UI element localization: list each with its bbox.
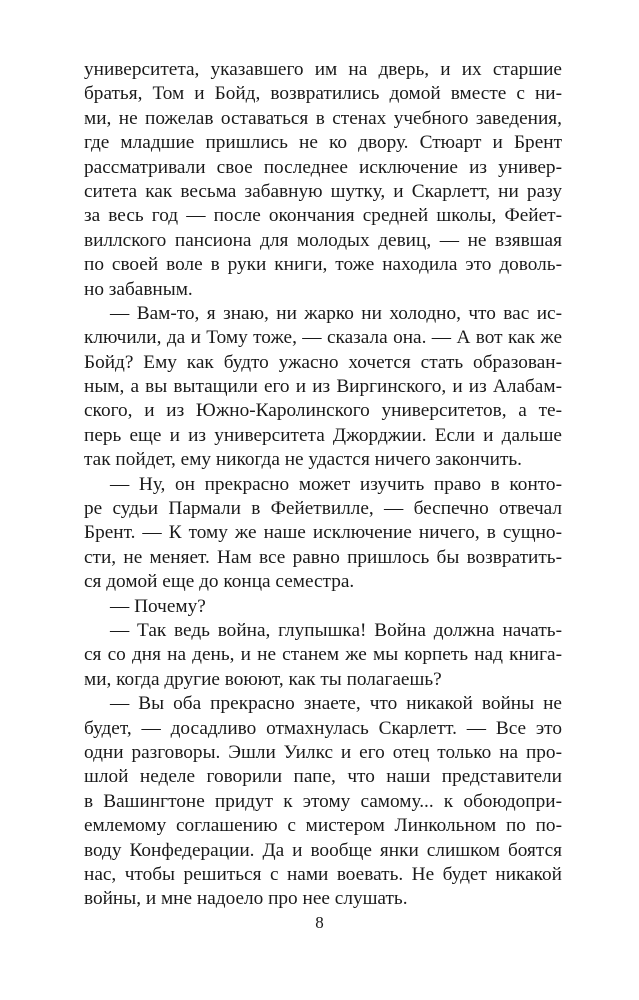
- text-line: университета, указавшего им на дверь, и их старшие: [84, 59, 562, 80]
- text-line: ся домой еще до конца семестра.: [84, 571, 355, 593]
- body-text: [84, 58, 562, 912]
- page-number: 8: [315, 913, 324, 932]
- text-line: ным, а вы вытащили его и из Виргинского, и из Алабам-: [84, 376, 562, 398]
- text-line: Бойд? Ему как будто ужасно хочется стать образован-: [84, 351, 562, 373]
- text-line: братья, Том и Бойд, возвратились домой вместе с ни-: [84, 83, 562, 105]
- text-line: одни разговоры. Эшли Уилкс и его отец только на про-: [84, 741, 562, 763]
- text-line: ми, когда другие воюют, как ты полагаешь?: [84, 668, 442, 690]
- text-line: нас, чтобы решиться с нами воевать. Не будет никакой: [84, 863, 562, 885]
- text-line: войны, и мне надоело про нее слушать.: [84, 888, 408, 910]
- text-line: — Почему?: [110, 595, 206, 617]
- text-line: рассматривали свое последнее исключение из универ-: [84, 156, 562, 178]
- text-line: ре судьи Пармали в Фейетвилле, — беспечно отвечал: [84, 498, 562, 520]
- text-line: виллского пансиона для молодых девиц, — не взявшая: [84, 229, 562, 251]
- text-line: емлемому соглашению с мистером Линкольном по по-: [84, 815, 562, 837]
- text-line: ского, и из Южно-Каролинского университетов, а те-: [84, 400, 562, 422]
- text-line: — Ну, он прекрасно может изучить право в конто-: [110, 473, 562, 495]
- text-line: но забавным.: [84, 278, 193, 300]
- text-line: по своей воле в руки книги, тоже находила это доволь-: [84, 254, 562, 276]
- text-line: — Вам-то, я знаю, ни жарко ни холодно, что вас ис-: [110, 302, 562, 324]
- text-line: ситета как весьма забавную шутку, и Скарлетт, ни разу: [84, 180, 562, 202]
- text-line: — Вы оба прекрасно знаете, что никакой войны не: [110, 693, 562, 715]
- text-line: так пойдет, ему никогда не удастся ничего закончить.: [84, 449, 523, 471]
- text-line: шлой неделе говорили папе, что наши представители: [84, 766, 562, 788]
- text-line: Брент. — К тому же наше исключение ничего, в сущно-: [84, 522, 562, 544]
- text-line: ся со дня на день, и не станем же мы корпеть над книга-: [84, 644, 562, 666]
- text-line: где младшие пришлись не ко двору. Стюарт и Брент: [84, 132, 562, 154]
- text-line: сти, не меняет. Нам все равно пришлось бы возвратить-: [84, 546, 562, 568]
- text-line: за весь год — после окончания средней школы, Фейет-: [84, 205, 562, 227]
- text-line: ми, не пожелав оставаться в стенах учебного заведения,: [84, 107, 562, 129]
- text-line: — Так ведь война, глупышка! Война должна начать-: [110, 619, 562, 641]
- text-line: ключили, да и Тому тоже, — сказала она. — А вот как же: [84, 327, 562, 349]
- text-line: будет, — досадливо отмахнулась Скарлетт. — Все это: [84, 717, 562, 739]
- text-line: перь еще и из университета Джорджии. Если и дальше: [84, 424, 562, 446]
- text-line: воду Конфедерации. Да и вообще янки слишком боятся: [84, 839, 562, 861]
- text-line: в Вашингтоне придут к этому самому... к обоюдопри-: [84, 790, 562, 812]
